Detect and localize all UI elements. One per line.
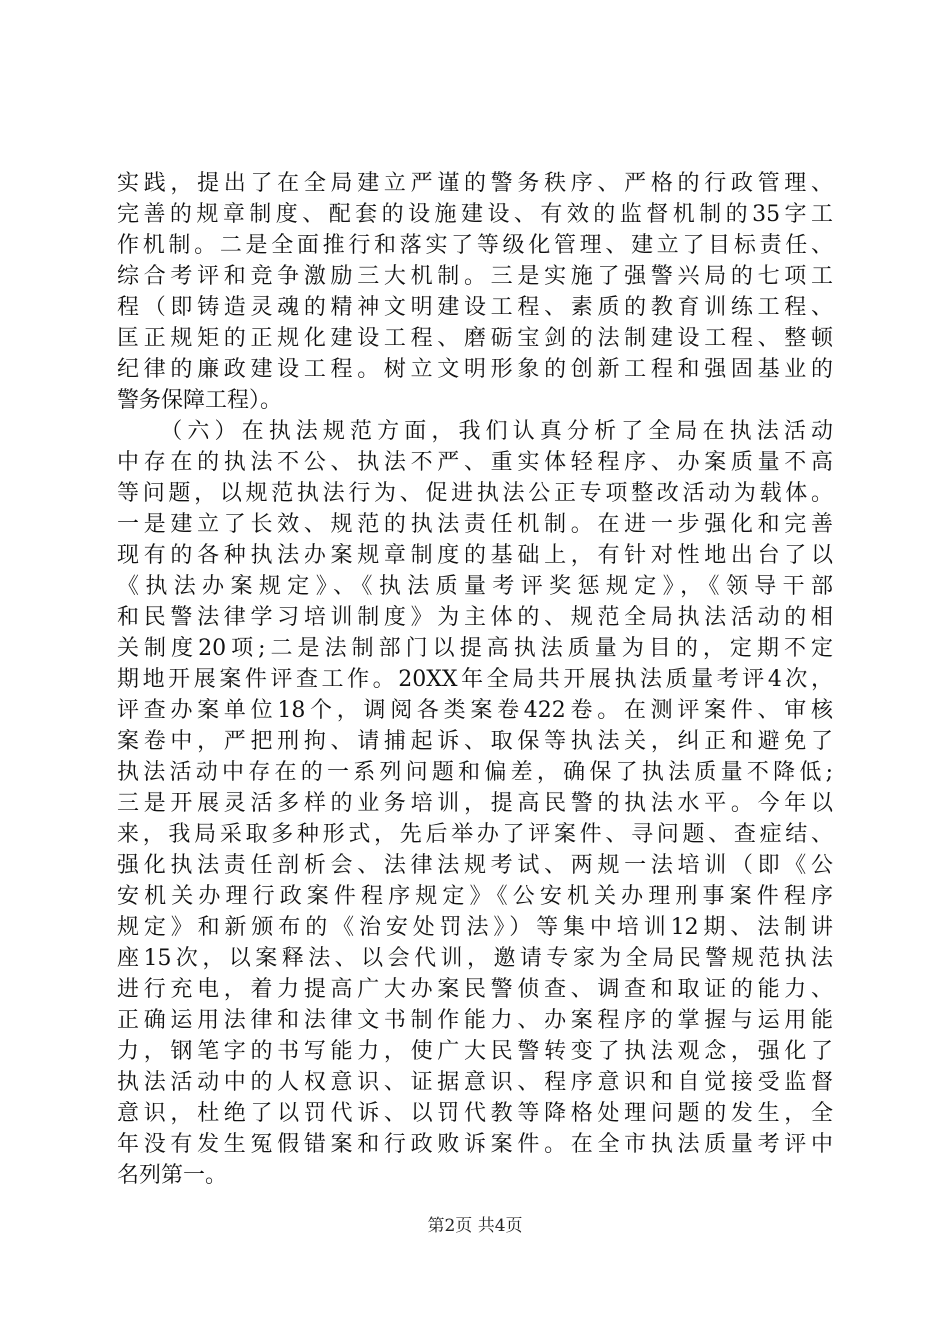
text-line: 等问题，以规范执法行为、促进执法公正专项整改活动为载体。 bbox=[117, 481, 833, 506]
text-line: 关制度20项;二是法制部门以提高执法质量为目的，定期不定 bbox=[117, 636, 833, 661]
text-line: 警务保障工程）。 bbox=[117, 388, 283, 413]
text-line: （六）在执法规范方面，我们认真分析了全局在执法活动 bbox=[117, 419, 833, 444]
text-line: 作机制。二是全面推行和落实了等级化管理、建立了目标责任、 bbox=[117, 233, 833, 258]
text-line: 纪律的廉政建设工程。树立文明形象的创新工程和强固基业的 bbox=[117, 357, 833, 382]
page-number-footer: 第2页 共4页 bbox=[427, 1216, 523, 1236]
text-line: 进行充电，着力提高广大办案民警侦查、调查和取证的能力、 bbox=[117, 977, 833, 1002]
text-line: 意识，杜绝了以罚代诉、以罚代教等降格处理问题的发生，全 bbox=[117, 1101, 833, 1126]
text-line: 三是开展灵活多样的业务培训，提高民警的执法水平。今年以 bbox=[117, 791, 833, 816]
text-line: 评查办案单位18个，调阅各类案卷422卷。在测评案件、审核 bbox=[117, 698, 833, 723]
text-line: 安机关办理行政案件程序规定》《公安机关办理刑事案件程序 bbox=[117, 884, 833, 909]
text-line: 期地开展案件评查工作。20XX年全局共开展执法质量考评4次， bbox=[117, 667, 833, 692]
text-line: 一是建立了长效、规范的执法责任机制。在进一步强化和完善 bbox=[117, 512, 833, 537]
text-line: 中存在的执法不公、执法不严、重实体轻程序、办案质量不高 bbox=[117, 450, 833, 475]
text-line: 《执法办案规定》、《执法质量考评奖惩规定》，《领导干部 bbox=[117, 574, 833, 599]
text-line: 现有的各种执法办案规章制度的基础上，有针对性地出台了以 bbox=[117, 543, 833, 568]
text-line: 和民警法律学习培训制度》为主体的、规范全局执法活动的相 bbox=[117, 605, 833, 630]
text-line: 执法活动中的人权意识、证据意识、程序意识和自觉接受监督 bbox=[117, 1070, 833, 1095]
text-line: 实践，提出了在全局建立严谨的警务秩序、严格的行政管理、 bbox=[117, 171, 833, 196]
text-line: 强化执法责任剖析会、法律法规考试、两规一法培训（即《公 bbox=[117, 853, 833, 878]
text-line: 匡正规矩的正规化建设工程、磨砺宝剑的法制建设工程、整顿 bbox=[117, 326, 833, 351]
text-line: 执法活动中存在的一系列问题和偏差，确保了执法质量不降低; bbox=[117, 760, 833, 785]
text-line: 正确运用法律和法律文书制作能力、办案程序的掌握与运用能 bbox=[117, 1008, 833, 1033]
text-line: 力，钢笔字的书写能力，使广大民警转变了执法观念，强化了 bbox=[117, 1039, 833, 1064]
text-line: 规定》和新颁布的《治安处罚法》）等集中培训12期、法制讲 bbox=[117, 915, 833, 940]
text-line: 年没有发生冤假错案和行政败诉案件。在全市执法质量考评中 bbox=[117, 1132, 833, 1157]
text-line: 完善的规章制度、配套的设施建设、有效的监督机制的35字工 bbox=[117, 202, 833, 227]
text-line: 来，我局采取多种形式，先后举办了评案件、寻问题、查症结、 bbox=[117, 822, 833, 847]
text-line: 程（即铸造灵魂的精神文明建设工程、素质的教育训练工程、 bbox=[117, 295, 833, 320]
text-line: 座15次，以案释法、以会代训，邀请专家为全局民警规范执法 bbox=[117, 946, 833, 971]
text-line: 名列第一。 bbox=[117, 1163, 228, 1188]
text-line: 综合考评和竞争激励三大机制。三是实施了强警兴局的七项工 bbox=[117, 264, 833, 289]
text-line: 案卷中，严把刑拘、请捕起诉、取保等执法关，纠正和避免了 bbox=[117, 729, 833, 754]
